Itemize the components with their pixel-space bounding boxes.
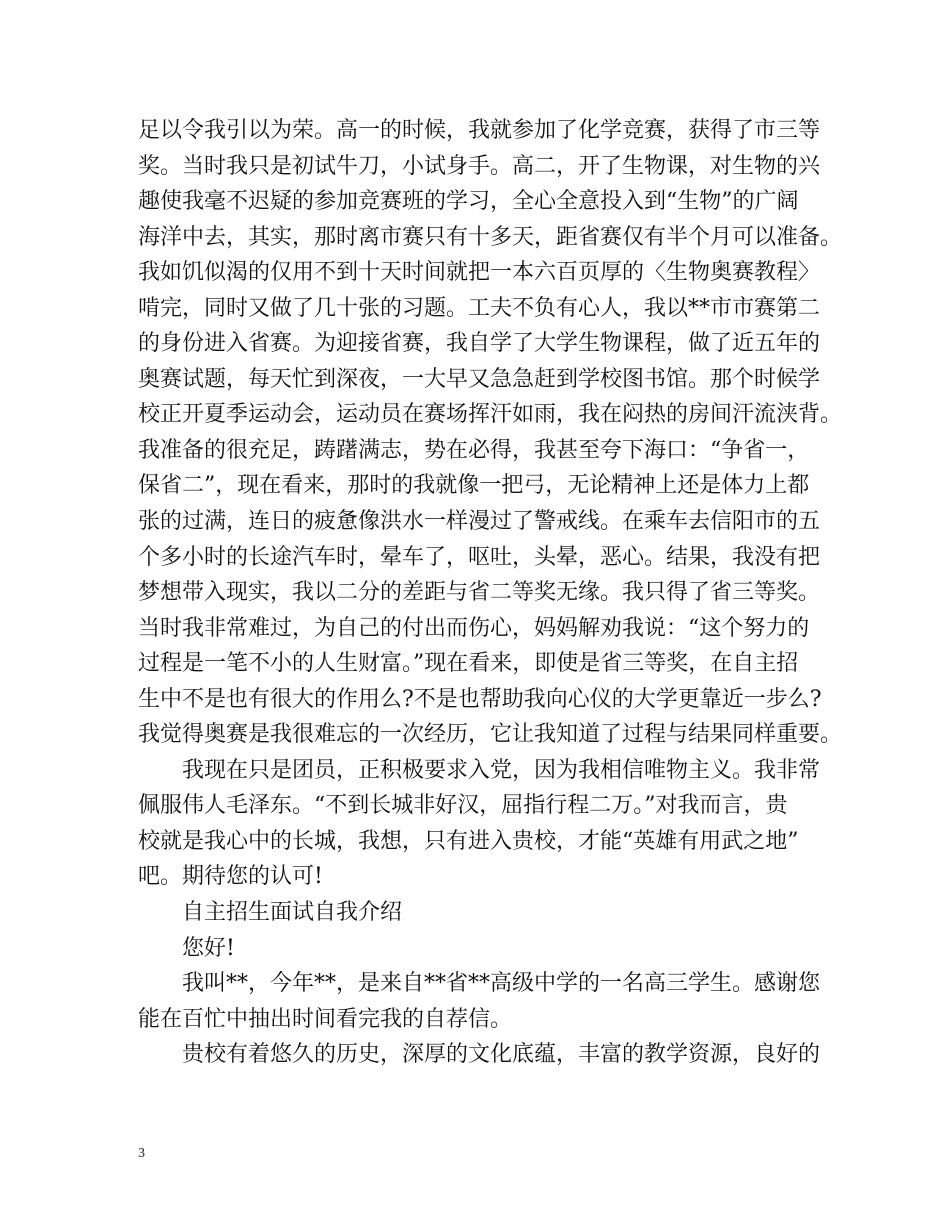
text-line-6: 啃完，同时又做了几十张的习题。工夫不负有心人，我以**市市赛第二 (138, 295, 821, 321)
text-line-7: 的身份进入省赛。为迎接省赛，我自学了大学生物课程，做了近五年的 (138, 331, 821, 357)
text-line-4: 海洋中去，其实，那时离市赛只有十多天，距省赛仅有半个月可以准备。 (138, 224, 843, 250)
text-line-21: 校就是我心中的长城，我想，只有进入贵校，才能“英雄有用武之地” (138, 828, 799, 854)
body-text (138, 113, 843, 1073)
text-line-20: 佩服伟人毛泽东。“不到长城非好汉，屈指行程二万。”对我而言，贵 (138, 793, 788, 819)
text-line-18: 我觉得奥赛是我很难忘的一次经历，它让我知道了过程与结果同样重要。 (138, 722, 843, 748)
text-line-26: 能在百忙中抽出时间看完我的自荐信。 (138, 1006, 513, 1032)
text-line-14: 梦想带入现实，我以二分的差距与省二等奖无缘。我只得了省三等奖。 (138, 580, 821, 606)
text-line-11: 保省二”，现在看来，那时的我就像一把弓，无论精神上还是体力上都 (138, 473, 810, 499)
text-line-2: 奖。当时我只是初试牛刀，小试身手。高二，开了生物课，对生物的兴 (138, 153, 821, 179)
text-line-15: 当时我非常难过，为自己的付出而伤心，妈妈解劝我说：“这个努力的 (138, 615, 810, 641)
text-line-16: 过程是一笔不小的人生财富。”现在看来，即使是省三等奖，在自主招 (138, 651, 799, 677)
section-heading: 自主招生面试自我介绍 (182, 900, 403, 926)
greeting-line: 您好! (182, 935, 235, 961)
text-line-1: 足以令我引以为荣。高一的时候，我就参加了化学竞赛，获得了市三等 (138, 118, 821, 143)
text-line-5: 我如饥似渴的仅用不到十天时间就把一本六百页厚的〈生物奥赛教程〉 (138, 260, 821, 286)
text-line-3: 趣使我毫不迟疑的参加竞赛班的学习，全心全意投入到“生物”的广阔 (138, 189, 799, 215)
text-line-10: 我准备的很充足，踌躇满志，势在必得，我甚至夸下海口：“争省一， (138, 437, 810, 463)
page-number: 3 (138, 1146, 145, 1161)
text-line-13: 个多小时的长途汽车时，晕车了，呕吐，头晕，恶心。结果，我没有把 (138, 544, 821, 570)
text-line-8: 奥赛试题，每天忙到深夜，一大早又急急赶到学校图书馆。那个时候学 (138, 366, 821, 392)
text-line-12: 张的过满，连日的疲惫像洪水一样漫过了警戒线。在乘车去信阳市的五 (138, 509, 821, 535)
paragraph-start-line-25: 我叫**，今年**，是来自**省**高级中学的一名高三学生。感谢您 (182, 971, 821, 997)
paragraph-start-line-19: 我现在只是团员，正积极要求入党，因为我相信唯物主义。我非常 (182, 757, 821, 783)
text-line-22: 吧。期待您的认可! (138, 864, 323, 890)
paragraph-start-line-27: 贵校有着悠久的历史，深厚的文化底蕴，丰富的教学资源，良好的 (182, 1042, 821, 1068)
text-line-17: 生中不是也有很大的作用么?不是也帮助我向心仪的大学更靠近一步么? (138, 686, 822, 712)
text-line-9: 校正开夏季运动会，运动员在赛场挥汗如雨，我在闷热的房间汗流浃背。 (138, 402, 843, 428)
